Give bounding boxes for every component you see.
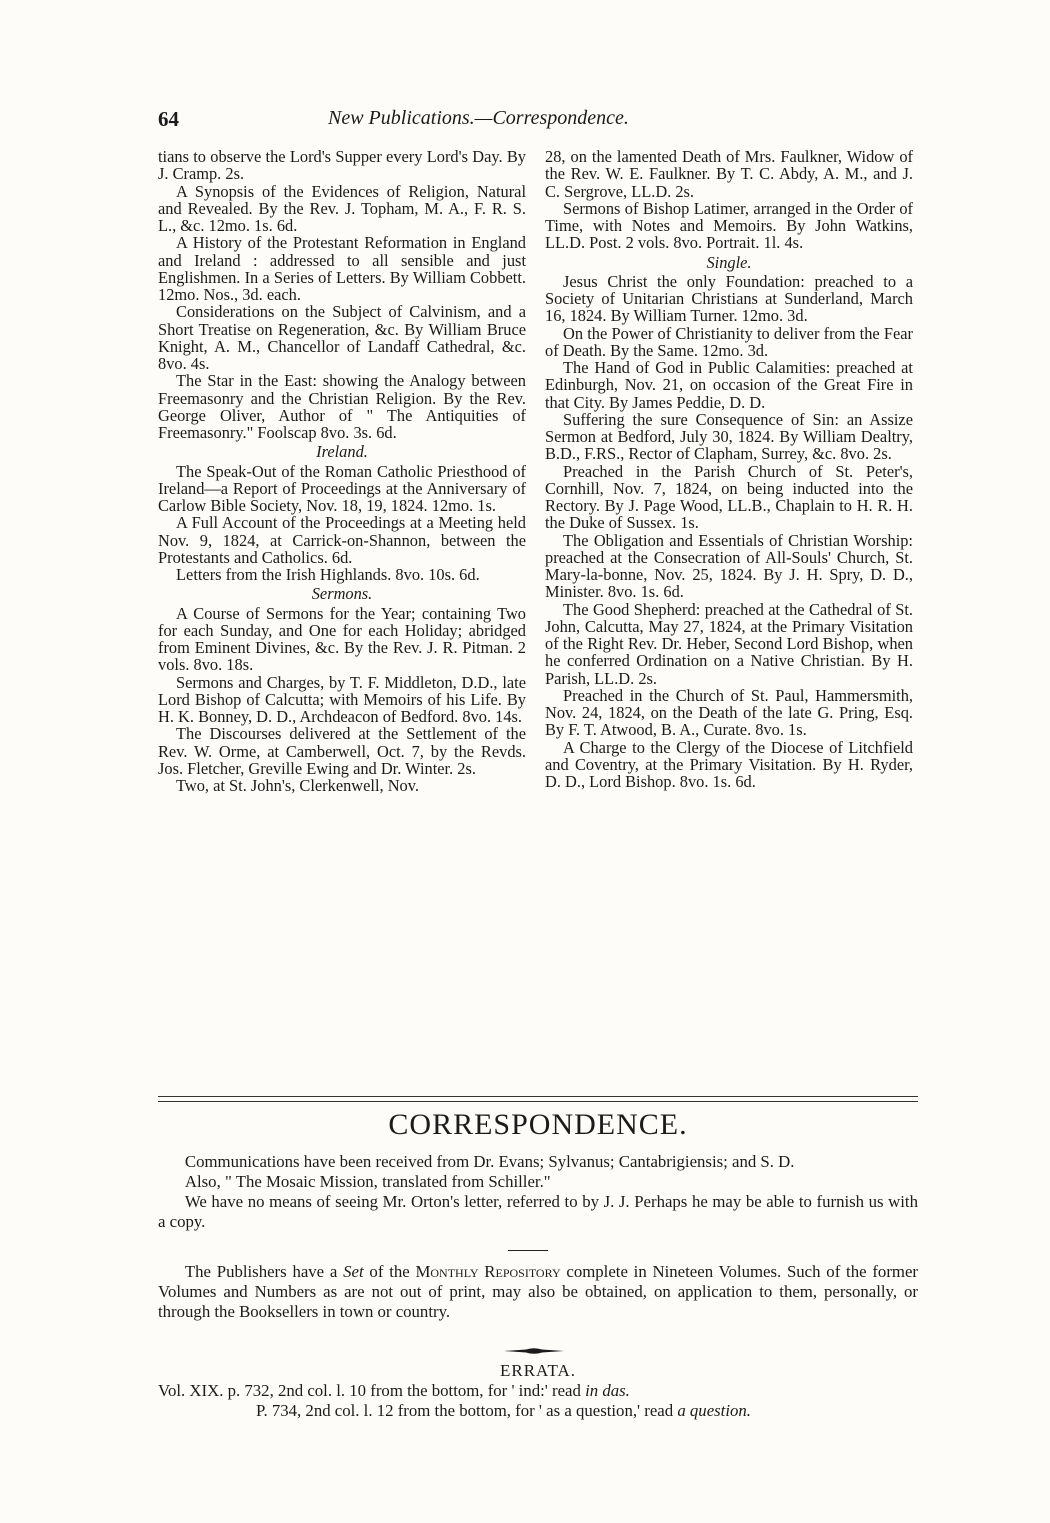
- errata-list: [158, 1381, 918, 1421]
- entry: Preached in the Parish Church of St. Peter's, Cornhill, Nov. 7, 1824, on being inducted into the Rectory. By J. Page Wood, LL.B., Chaplain to H. R. H. the Duke of Sussex. 1s.: [545, 461, 913, 533]
- running-head: [158, 107, 918, 133]
- running-title: New Publications.—Correspondence.: [328, 107, 629, 129]
- entry: Considerations on the Subject of Calvinism, and a Short Treatise on Regeneration, &c. By William Bruce Knight, A. M., Chancellor of Landaff Cathedral, &c. 8vo. 4s.: [158, 302, 526, 373]
- entry: A History of the Protestant Reformation in England and Ireland : addressed to all sensible and just Englishmen. In a Series of Letters. By William Cobbett. 12mo. Nos., 3d. each.: [158, 233, 526, 304]
- entry: The Good Shepherd: preached at the Cathedral of St. John, Calcutta, May 27, 1824, at the Primary Visitation of the Right Rev. Dr. Heber, Second Lord Bishop, when he conferred Ordination on a Native Christian. By H. Parish, LL.D. 2s.: [545, 599, 913, 688]
- entry: A Full Account of the Proceedings at a Meeting held Nov. 9, 1824, at Carrick-on-Shannon, between the Protestants and Catholics. 6d.: [158, 513, 526, 567]
- entry: The Speak-Out of the Roman Catholic Priesthood of Ireland—a Report of Proceedings at the Anniversary of Carlow Bible Society, Nov. 18, 19, 1824. 12mo. 1s.: [158, 461, 526, 515]
- entry: 28, on the lamented Death of Mrs. Faulkner, Widow of the Rev. W. E. Faulkner. By T. C. Abdy, A. M., and J. C. Sergrove, LL.D. 2s.: [545, 147, 913, 201]
- note: Communications have been received from Dr. Evans; Sylvanus; Cantabrigiensis; and S. D.: [184, 1152, 795, 1171]
- publishers-notice: [158, 1262, 918, 1322]
- entry: Letters from the Irish Highlands. 8vo. 10s. 6d.: [176, 565, 480, 584]
- notice-text: The Publishers have a Set of the Monthly Repository complete in Nineteen Volumes. Such of the former Volumes and Numbers as are not out of print, may also be obtained, on application to them, personally, or through the Booksellers in town or country.: [158, 1262, 918, 1321]
- errata-item: Vol. XIX. p. 732, 2nd col. l. 10 from the bottom, for ' ind:' read in das.: [158, 1381, 630, 1400]
- entry: A Charge to the Clergy of the Diocese of Litchfield and Coventry, at the Primary Visitation. By H. Ryder, D. D., Lord Bishop. 8vo. 1s. 6d.: [545, 737, 913, 791]
- left-column: [158, 148, 526, 794]
- divider: [508, 1250, 548, 1251]
- note: Also, " The Mosaic Mission, translated from Schiller.": [184, 1172, 551, 1191]
- entry: Preached in the Church of St. Paul, Hammersmith, Nov. 24, 1824, on the Death of the late G. Pring, Esq. By F. T. Atwood, B. A., Curate. 8vo. 1s.: [545, 685, 913, 740]
- entry: The Discourses delivered at the Settlement of the Rev. W. Orme, at Camberwell, Oct. 7, by the Revds. Jos. Fletcher, Greville Ewing and Dr. Winter. 2s.: [158, 724, 526, 778]
- entry: Two, at St. John's, Clerkenwell, Nov.: [176, 776, 419, 795]
- entry: Sermons of Bishop Latimer, arranged in the Order of Time, with Notes and Memoirs. By John Watkins, LL.D. Post. 2 vols. 8vo. Portrait. 1l. 4s.: [545, 198, 913, 253]
- entry: tians to observe the Lord's Supper every Lord's Day. By J. Cramp. 2s.: [158, 147, 526, 184]
- note: We have no means of seeing Mr. Orton's letter, referred to by J. J. Perhaps he may be able to furnish us with a copy.: [158, 1192, 918, 1231]
- entry: A Synopsis of the Evidences of Religion, Natural and Revealed. By the Rev. J. Topham, M. A., F. R. S. L., &c. 12mo. 1s. 6d.: [158, 181, 526, 235]
- entry: Sermons and Charges, by T. F. Middleton, D.D., late Lord Bishop of Calcutta; with Memoirs of his Life. By H. K. Bonney, D. D., Archdeacon of Bedford. 8vo. 14s.: [158, 672, 526, 726]
- entry: The Obligation and Essentials of Christian Worship: preached at the Consecration of All-Souls' Church, St. Mary-la-bonne, Nov. 25, 1824. By J. H. Spry, D. D., Minister. 8vo. 1s. 6d.: [545, 530, 913, 602]
- correspondence-notes: [158, 1152, 918, 1232]
- section-rule: [158, 1096, 918, 1102]
- subheading-sermons: Sermons.: [311, 584, 373, 604]
- entry: Jesus Christ the only Foundation: preached to a Society of Unitarian Christians at Sunderland, March 16, 1824. By William Turner. 12mo. 3d.: [545, 271, 913, 326]
- errata-title: ERRATA.: [499, 1361, 576, 1380]
- entry: The Star in the East: showing the Analogy between Freemasonry and the Christian Religion. By the Rev. George Oliver, Author of " The Antiquities of Freemasonry." Foolscap 8vo. 3s. 6d.: [158, 371, 526, 442]
- correspondence-title: CORRESPONDENCE.: [388, 1108, 688, 1141]
- page-number: 64: [158, 107, 179, 131]
- subheading-single: Single.: [706, 252, 752, 272]
- entry: The Hand of God in Public Calamities: preached at Edinburgh, Nov. 21, on occasion of the Great Fire in that City. By James Peddie, D. D.: [545, 358, 913, 412]
- errata-item: P. 734, 2nd col. l. 12 from the bottom, for ' as a question,' read a question.: [256, 1401, 751, 1420]
- entry: On the Power of Christianity to deliver from the Fear of Death. By the Same. 12mo. 3d.: [545, 323, 913, 360]
- right-column: [545, 148, 913, 790]
- subheading-ireland: Ireland.: [316, 442, 368, 462]
- entry: Suffering the sure Consequence of Sin: an Assize Sermon at Bedford, July 30, 1824. By William Dealtry, B.D., F.RS., Rector of Clapham, Surrey, &c. 8vo. 2s.: [545, 409, 913, 464]
- ornament-divider: [504, 1347, 564, 1355]
- entry: A Course of Sermons for the Year; containing Two for each Sunday, and One for each Holiday; abridged from Eminent Divines, &c. By the Rev. J. R. Pitman. 2 vols. 8vo. 18s.: [158, 603, 526, 675]
